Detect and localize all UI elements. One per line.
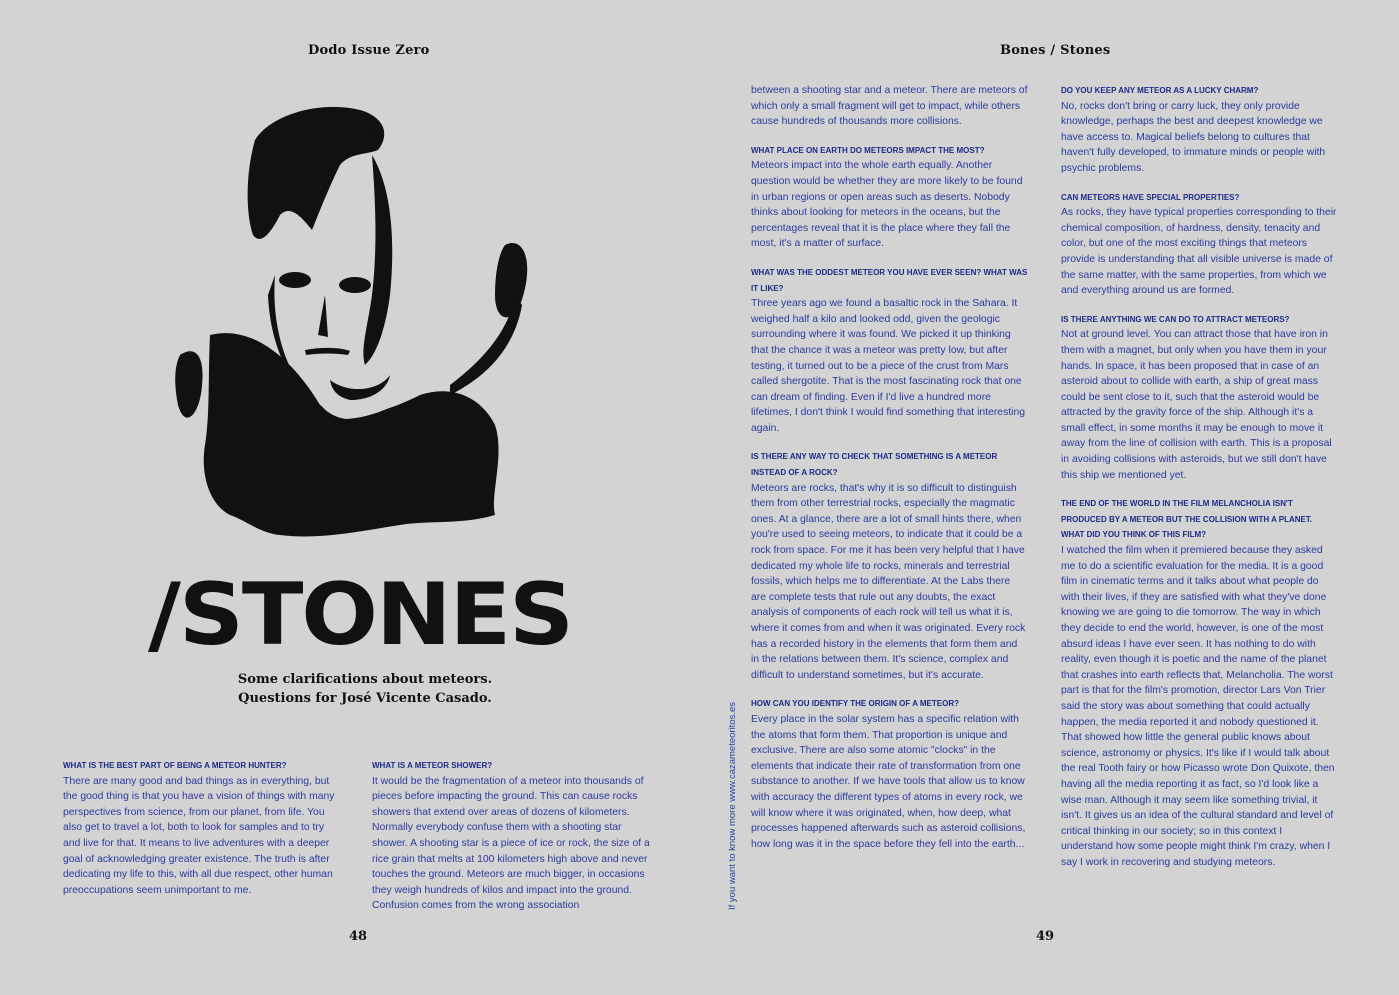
question-heading: DO YOU KEEP ANY METEOR AS A LUCKY CHARM? (1061, 86, 1259, 95)
subtitle-line-1: Some clarifications about meteors. (237, 672, 493, 687)
question-heading: IS THERE ANY WAY TO CHECK THAT SOMETHING IS A METEOR INSTEAD OF A ROCK? (751, 452, 998, 478)
side-note-url: If you want to know more www.cazameteoritos.es (727, 701, 738, 910)
question-heading: HOW CAN YOU IDENTIFY THE ORIGIN OF A METEOR? (751, 699, 960, 709)
answer-paragraph: Three years ago we found a basaltic rock in the Sahara. It weighed half a kilo and looked odd, given the geologic surrounding where it was found. We picked it up thinking that the chance it was a meteor was pretty low, but after testing, it turned out to be a piece of the crust from Mars called shergotite. That is the most fascinating rock that one can dream of finding. Even if I'd live a hundred more lifetimes, I don't think I would find something that interesting again. (751, 298, 1026, 434)
page-number-left: 48 (349, 929, 368, 944)
page-number-right: 49 (1036, 929, 1055, 944)
question-heading: WHAT IS THE BEST PART OF BEING A METEOR HUNTER? (63, 761, 287, 770)
left-column-1 (63, 758, 339, 898)
left-column-2 (372, 758, 650, 914)
right-column-1 (751, 83, 1028, 852)
question-heading: WHAT WAS THE ODDEST METEOR YOU HAVE EVER SEEN? WHAT WAS IT LIKE? (751, 267, 1028, 293)
answer-paragraph: I watched the film when it premiered because they asked me to do a scientific evaluation for the media. It is a good film in cinematic terms and it talks about what people do with their lives, if they are satisfied with what they've done knowing we are going to die tomorrow. The way in which they decide to end the world, however, is one of the most absurd ideas I have ever seen. It has nothing to do with reality, even though it is poetic and the name of the planet that crashes into earth reflects that, Melancholia. The worst part is that for the film's promotion, director Lars Von Trier said the story was about something that could actually happen, the media reported it and nobody questioned it. That showed how little the general public knows about science, astronomy or physics. It's like if I would talk about the real Tooth fairy or how Picasso wrote Don Quixote, then having all the media reporting it as fact, so I'd look like a wise man. Although it may seem like something trivial, it isn't. It gives us an idea of the cultural standard and level of critical thinking in our society; so in this context I understand how some people might think I'm crazy, when I say I work in recovering and studying meteors. (1061, 545, 1335, 868)
answer-paragraph: Not at ground level. You can attract those that have iron in them with a magnet, but only when you have them in your hands. In space, it has been proposed that in case of an asteroid about to collide with earth, a ship of great mass could be sent close to it, such that the asteroid would be attracted by the gravity force of the ship. Although it's a small effect, in some months it may be enough to move it away from the line of collision with earth. This is a proposal in avoiding collisions with asteroids, but we still don't have this ship we mentioned yet. (1061, 329, 1332, 481)
article-subtitle (150, 670, 580, 708)
answer-paragraph: As rocks, they have typical properties corresponding to their chemical composition, of hardness, density, tenacity and color, but one of the most exciting things that meteors provide is understanding that all visible universe is made of the same matter, with the same properties, from which we and everything around us are formed. (1061, 207, 1337, 297)
answer-paragraph: Meteors impact into the whole earth equally. Another question would be whether they are more likely to be found in urban regions or open areas such as deserts. Nobody thinks about looking for meteors in the oceans, but the percentages reveal that it is the place where they fall the most, it's a matter of surface. (751, 160, 1023, 250)
question-heading: WHAT IS A METEOR SHOWER? (372, 761, 493, 770)
answer-paragraph: No, rocks don't bring or carry luck, they only provide knowledge, perhaps the best and deepest knowledge we have access to. Magical beliefs belong to cultures that haven't fully developed, to immature minds or people with psychic problems. (1061, 100, 1326, 174)
question-heading: IS THERE ANYTHING WE CAN DO TO ATTRACT METEORS? (1061, 314, 1290, 324)
right-page (700, 0, 1399, 995)
running-header-left: Dodo Issue Zero (308, 43, 430, 58)
answer-paragraph: between a shooting star and a meteor. There are meteors of which only a small fragment will get to impact, while others cause hundreds of thousands more collisions. (751, 85, 1028, 128)
running-header-right: Bones / Stones (1000, 43, 1111, 58)
answer-paragraph: Every place in the solar system has a specific relation with the atoms that form them. That proportion is unique and exclusive. There are also some atomic "clocks" in the elements that indicate their rate of transformation from one substance to another. If we have tools that allow us to know with accuracy the different types of atoms in every rock, we will know where it was originated, when, how deep, what processes happened afterwards such as asteroid collisions, how long was it in the space before they fell into the earth... (751, 713, 1026, 850)
article-title: /STONES (148, 565, 572, 665)
subtitle-line-2: Questions for José Vicente Casado. (238, 691, 492, 706)
answer-paragraph: Meteors are rocks, that's why it is so difficult to distinguish them from other terrestrial rocks, especially the magmatic ones. At a glance, there are a lot of small hints there, when you're used to seeing meteors, to indicate that it could be a rock from space. For me it has been very helpful that I have dedicated my whole life to rocks, minerals and terrestrial fossils, which helps me to differentiate. At the Labs there are complete tests that rule out any doubts, the exact analysis of components of each rock will tell us what it is, where it comes from and when it was originated. Every rock has a recorded history in the elements that form them and in the relations between them. It's science, complex and difficult to understand sometimes, but it's accurate. (751, 482, 1026, 681)
question-heading: THE END OF THE WORLD IN THE FILM MELANCHOLIA ISN'T PRODUCED BY A METEOR BUT THE COLLISION WITH A PLANET. WHAT DID YOU THINK OF THIS FILM? (1061, 499, 1313, 540)
portrait-illustration (150, 95, 550, 565)
answer-paragraph: It would be the fragmentation of a meteor into thousands of pieces before impacting the ground. This can cause rocks showers that extend over areas of dozens of kilometers. Normally everybody confuse them with a shooting star shower. A shooting star is a piece of ice or rock, the size of a rice grain that melts at 100 kilometers high above and never touches the ground. Meteors are much bigger, in occasions they weigh hundreds of kilos and impact into the ground. Confusion comes from the wrong association (372, 775, 650, 912)
question-heading: WHAT PLACE ON EARTH DO METEORS IMPACT THE MOST? (751, 145, 985, 155)
right-column-2 (1061, 83, 1337, 871)
answer-paragraph: There are many good and bad things as in everything, but the good thing is that you have a vision of things with many perspectives from science, from our planet, from life. You also get to travel a lot, both to look for samples and to try and live for that. It means to live adventures with a deeper goal of acknowledging greater existence. The truth is after dedicating my life to this, with all due respect, other human preoccupations seem unimportant to me. (63, 775, 335, 896)
question-heading: CAN METEORS HAVE SPECIAL PROPERTIES? (1061, 192, 1240, 202)
